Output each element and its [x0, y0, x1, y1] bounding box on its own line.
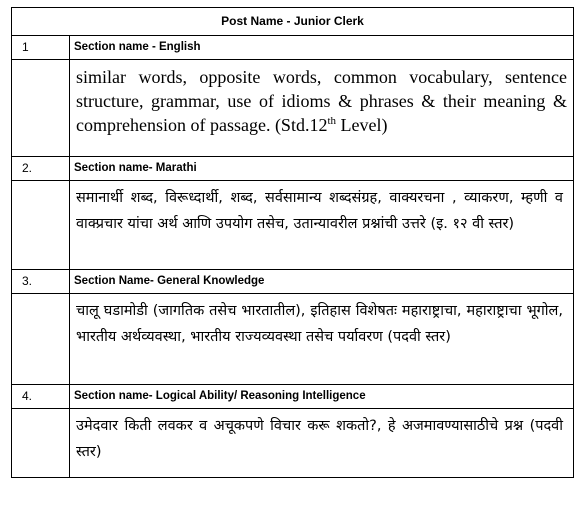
- content-main: similar words, opposite words, common vocabulary, sentence structure, grammar, use of idioms & phrases & their meaning & comprehension of passage. (Std.12: [76, 67, 567, 135]
- section-content-text: उमेदवार किती लवकर व अचूकपणे विचार करू शकतो?, हे अजमावण्यासाठीचे प्रश्न (पदवी स्तर): [76, 418, 563, 460]
- empty-cell: [12, 181, 70, 270]
- content-tail: Level): [336, 115, 388, 135]
- section-number: 2.: [12, 157, 70, 181]
- section-content: [70, 294, 574, 385]
- empty-cell: [12, 60, 70, 157]
- section-number: 3.: [12, 270, 70, 294]
- empty-cell: [12, 409, 70, 478]
- section-number: 1: [12, 36, 70, 60]
- title-row: [12, 8, 574, 36]
- section-header-row: [12, 385, 574, 409]
- section-heading: Section Name- General Knowledge: [70, 270, 574, 294]
- content-superscript: th: [327, 115, 337, 127]
- post-name-title: Post Name - Junior Clerk: [12, 8, 574, 36]
- section-content: [70, 409, 574, 478]
- section-header-row: [12, 157, 574, 181]
- section-content-text: समानार्थी शब्द, विरूध्दार्थी, शब्द, सर्वसामान्य शब्दसंग्रह, वाक्यरचना , व्याकरण, म्हणी व वाक्प्रचार यांचा अर्थ आणि उपयोग तसेच, उतान्यावरील प्रश्नांची उत्तरे (इ. १२ वी स्तर): [76, 190, 563, 232]
- section-content-text: [76, 65, 567, 137]
- section-number: 4.: [12, 385, 70, 409]
- section-heading: Section name- Marathi: [70, 157, 574, 181]
- section-header-row: [12, 270, 574, 294]
- section-content: [70, 60, 574, 157]
- section-content-row: [12, 294, 574, 385]
- section-content-row: [12, 181, 574, 270]
- section-content-row: [12, 409, 574, 478]
- section-content-text: चालू घडामोडी (जागतिक तसेच भारतातील), इतिहास विशेषतः महाराष्ट्राचा, महाराष्ट्राचा भूगोल, भारतीय अर्थव्यवस्था, भारतीय राज्यव्यवस्था तसेच पर्यावरण (पदवी स्तर): [76, 303, 563, 345]
- section-heading: Section name- Logical Ability/ Reasoning Intelligence: [70, 385, 574, 409]
- syllabus-table: [11, 7, 574, 478]
- section-heading: Section name - English: [70, 36, 574, 60]
- section-header-row: [12, 36, 574, 60]
- empty-cell: [12, 294, 70, 385]
- section-content-row: [12, 60, 574, 157]
- section-content: [70, 181, 574, 270]
